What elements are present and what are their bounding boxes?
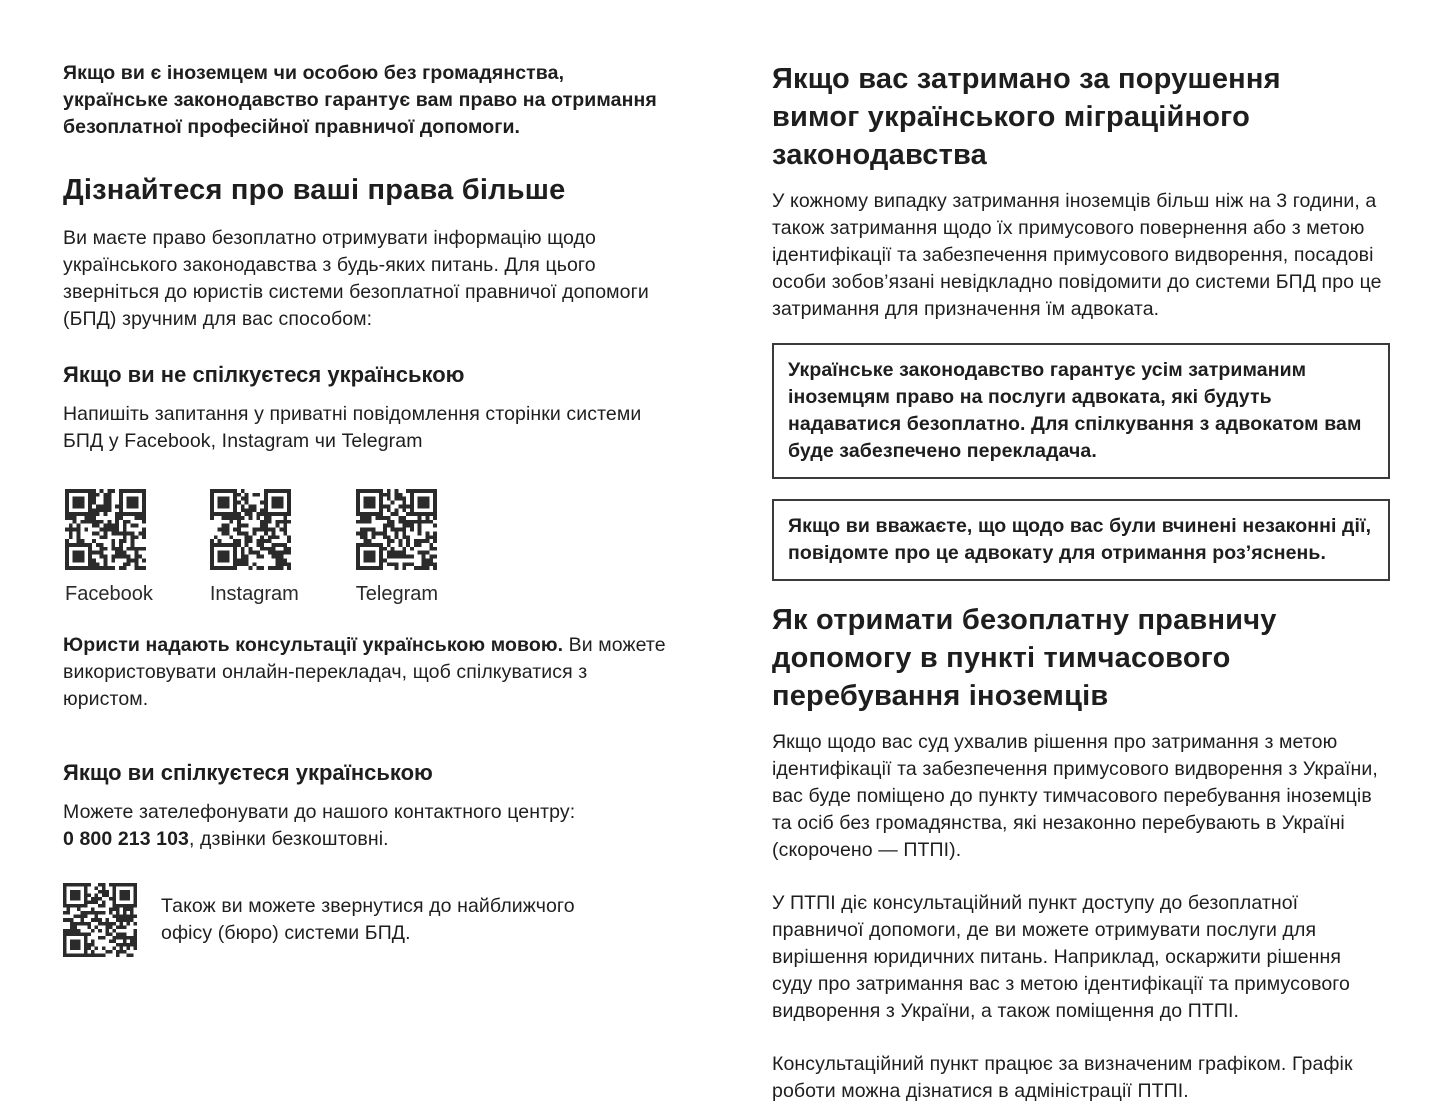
qr-code-row xyxy=(65,489,700,606)
facebook-qr-code xyxy=(65,489,146,570)
ptpi-placement-paragraph: Якщо щодо вас суд ухвалив рішення про затримання з метою ідентифікації та забезпечення примусового видворення з України, вас буде поміщено до пункту тимчасового перебування іноземців та осіб без громадянства, які незаконно перебувають в Україні (скорочено — ПТПІ). xyxy=(772,731,1378,861)
office-note-paragraph: Також ви можете звернутися до найближчого офісу (бюро) системи БПД. xyxy=(161,895,575,944)
contact-center-paragraph xyxy=(63,799,673,853)
lawyers-language-rest: Ви можете використовувати онлайн-перекладач, щоб спілкуватися з юристом. xyxy=(63,634,666,710)
rights-info-paragraph: Ви маєте право безоплатно отримувати інформацію щодо українського законодавства з будь-яких питань. Для цього зверніться до юристів системи безоплатної правничої допомоги (БПД) зручним для вас способом: xyxy=(63,227,649,330)
office-qr-code xyxy=(63,883,137,957)
phone-number: 0 800 213 103 xyxy=(63,828,190,850)
lawyers-language-bold: Юристи надають консультації українською мовою. xyxy=(63,634,564,656)
lawyer-guarantee-text: Українське законодавство гарантує усім затриманим іноземцям право на послуги адвоката, які будуть надаватися безоплатно. Для спілкування з адвокатом вам буде забезпечено перекладача. xyxy=(788,359,1362,462)
intro-paragraph: Якщо ви є іноземцем чи особою без громадянства, українське законодавство гарантує вам право на отримання безоплатної професійної правничої допомоги. xyxy=(63,62,657,138)
instagram-qr-code xyxy=(210,489,291,570)
detention-heading: Якщо вас затримано за порушення вимог українського міграційного законодавства xyxy=(772,63,1281,171)
illegal-actions-text: Якщо ви вважаєте, що щодо вас були вчинені незаконні дії, повідомте про це адвокату для отримання роз’яснень. xyxy=(788,515,1372,564)
no-ukrainian-subheading: Якщо ви не спілкуєтеся українською xyxy=(63,362,465,387)
speaks-ukrainian-subheading: Якщо ви спілкуєтеся українською xyxy=(63,760,433,785)
ptpi-schedule-paragraph: Консультаційний пункт працює за визначеним графіком. Графік роботи можна дізнатися в адміністрації ПТПІ. xyxy=(772,1053,1353,1102)
know-your-rights-heading: Дізнайтеся про ваші права більше xyxy=(63,174,566,206)
ptpi-heading: Як отримати безоплатну правничу допомогу в пункті тимчасового перебування іноземців xyxy=(772,604,1277,712)
right-column xyxy=(772,60,1390,1102)
detention-paragraph: У кожному випадку затримання іноземців більш ніж на 3 години, а також затримання щодо їх примусового повернення або з метою ідентифікації та забезпечення примусового видворення, посадові особи зобов’язані невідкладно повідомити до системи БПД про це затримання для призначення їм адвоката. xyxy=(772,190,1382,320)
contact-center-line: Можете зателефонувати до нашого контактного центру: xyxy=(63,801,576,823)
illegal-actions-box xyxy=(772,499,1390,581)
instagram-qr-figure xyxy=(210,489,299,606)
social-media-paragraph: Напишіть запитання у приватні повідомлення сторінки системи БПД у Facebook, Instagram чи Telegram xyxy=(63,403,642,452)
facebook-qr-figure xyxy=(65,489,153,606)
ptpi-consultation-paragraph: У ПТПІ діє консультаційний пункт доступу до безоплатної правничої допомоги, де ви можете отримувати послуги для вирішення юридичних питань. Наприклад, оскаржити рішення суду про затримання вас з метою ідентифікації та примусового видворення з України, а також поміщення до ПТПІ. xyxy=(772,892,1350,1022)
left-column xyxy=(63,60,700,1019)
telegram-qr-label: Telegram xyxy=(355,583,439,605)
free-calls-note: , дзвінки безкоштовні. xyxy=(189,828,389,850)
telegram-qr-code xyxy=(356,489,437,570)
lawyers-language-paragraph xyxy=(63,632,673,713)
office-qr-row xyxy=(63,883,700,957)
telegram-qr-figure xyxy=(356,489,438,606)
lawyer-guarantee-box xyxy=(772,343,1390,479)
instagram-qr-label: Instagram xyxy=(209,583,299,605)
facebook-qr-label: Facebook xyxy=(65,583,153,605)
